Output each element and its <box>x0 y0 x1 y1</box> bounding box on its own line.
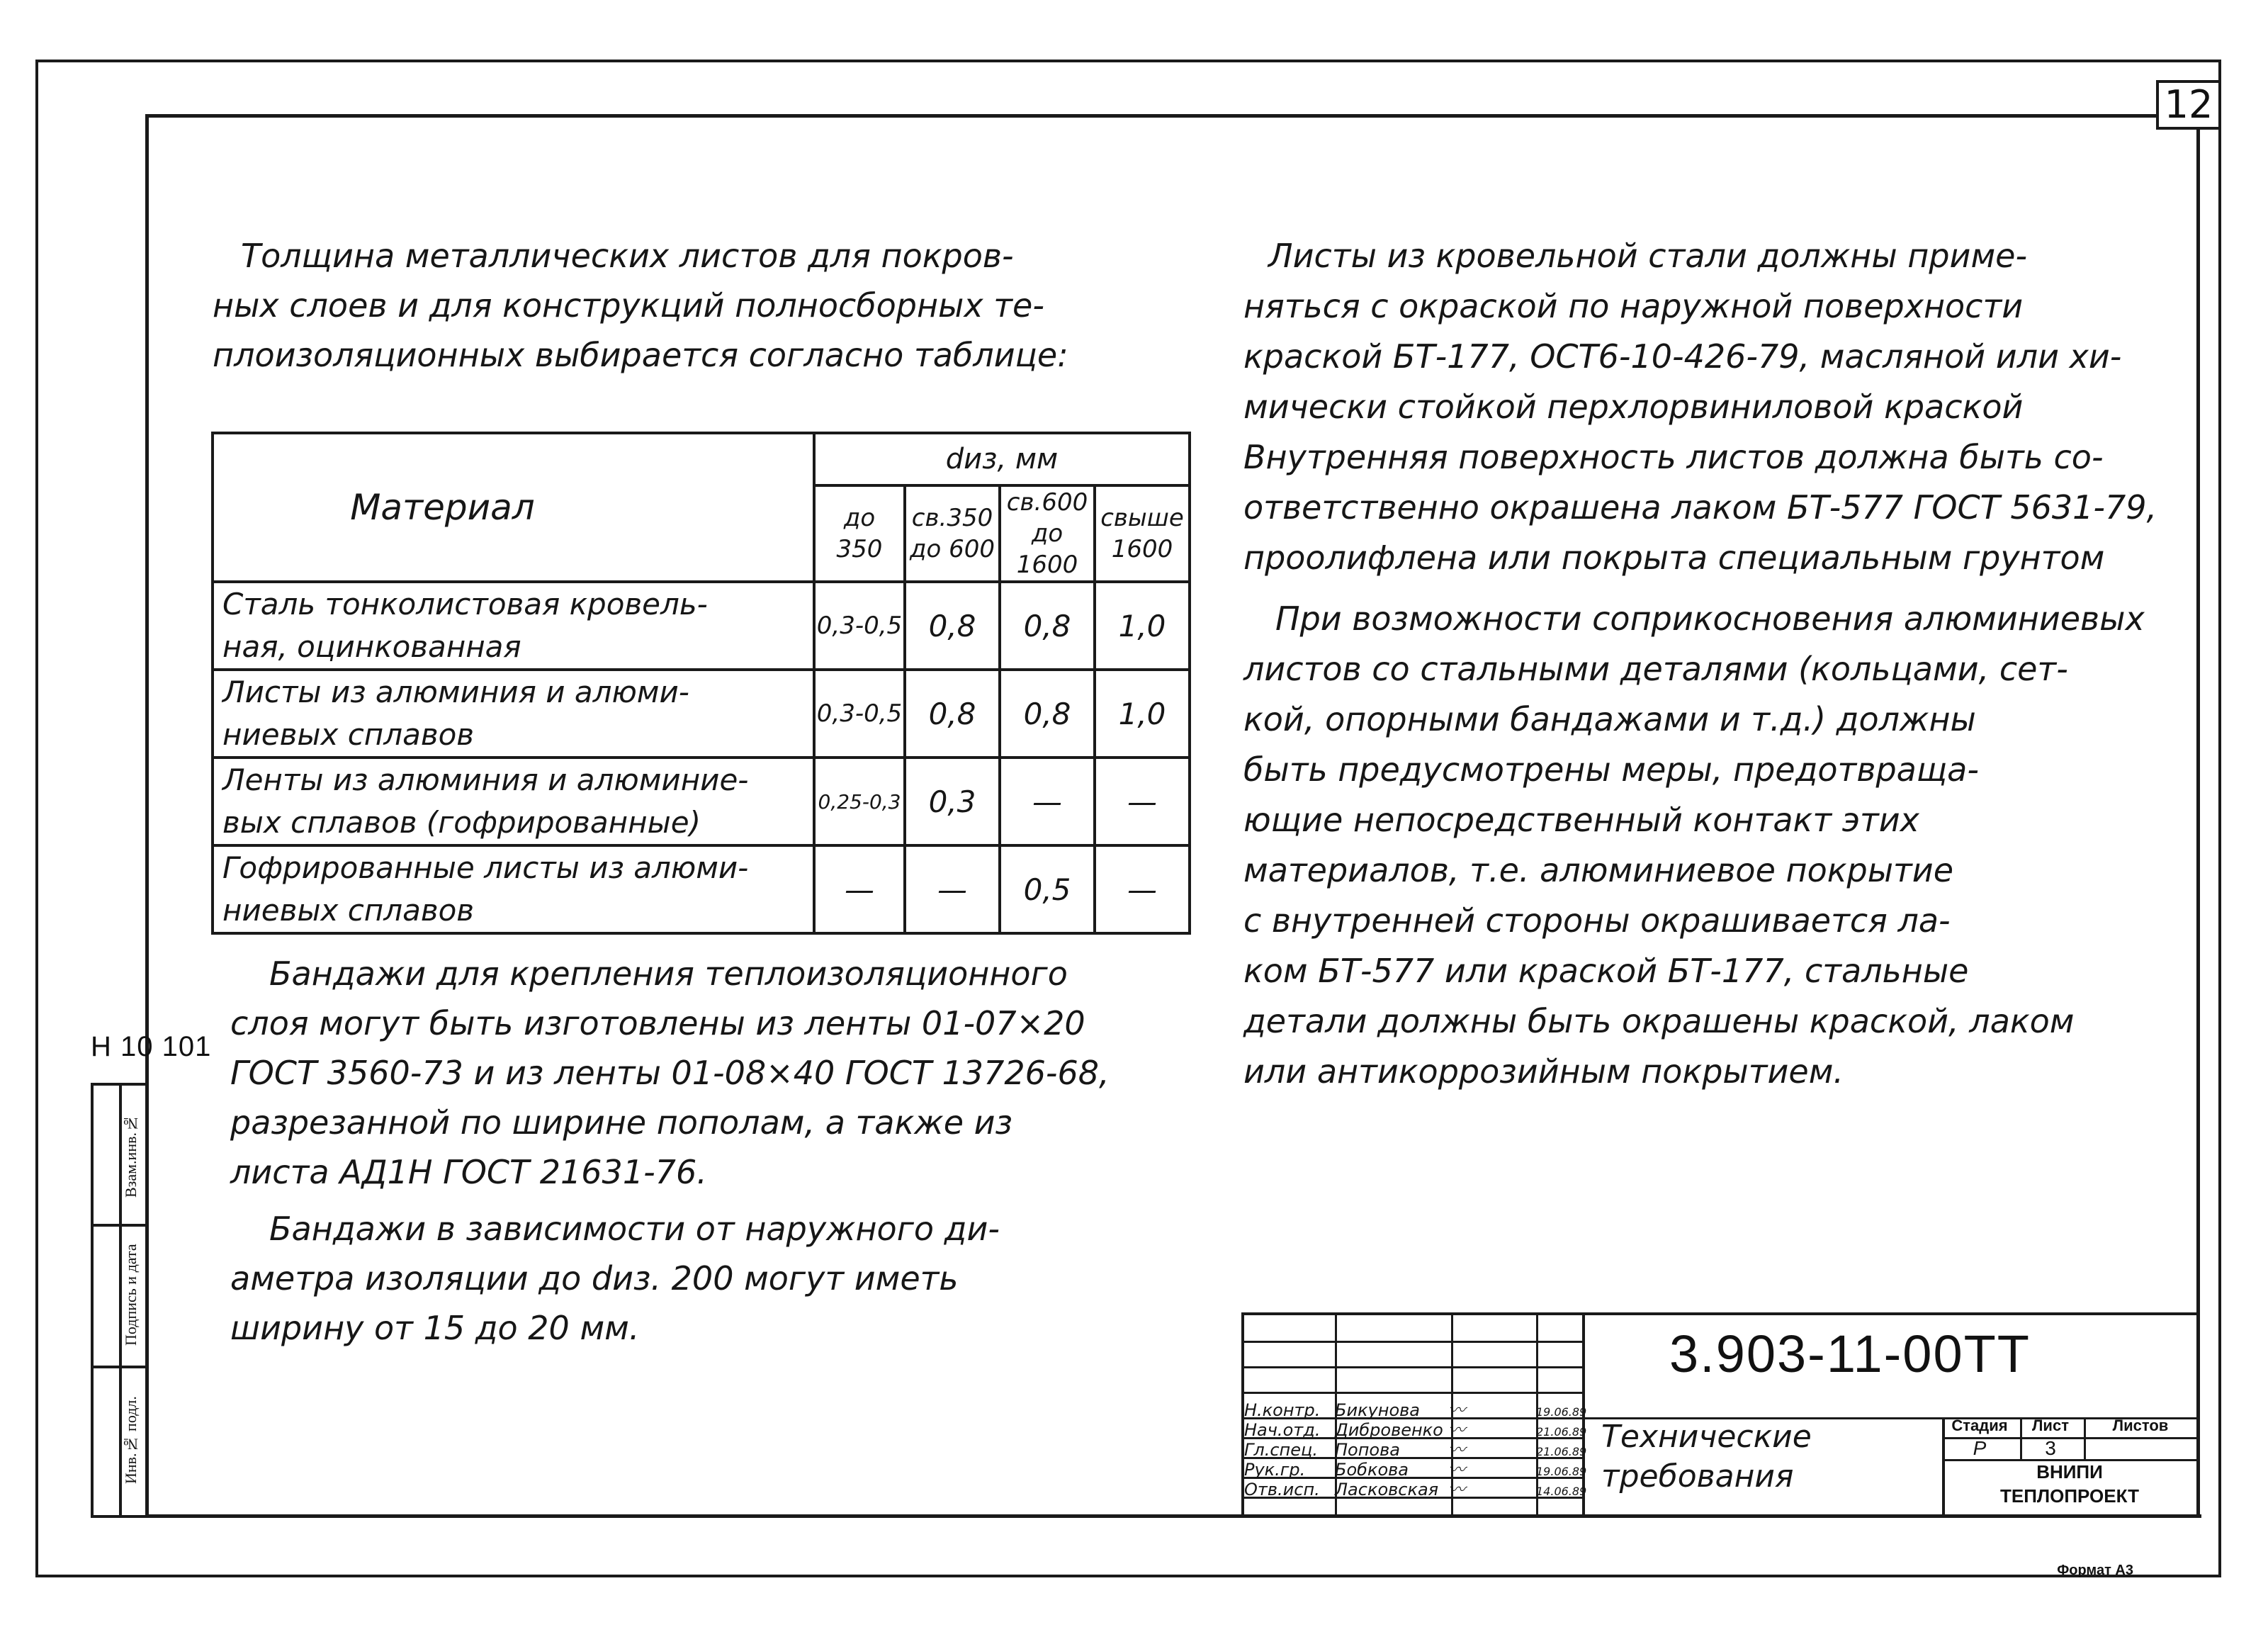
signature-date: 14.06.89 <box>1536 1485 1587 1498</box>
table-cell: 0,5 <box>1000 845 1095 933</box>
table-row <box>213 845 1190 933</box>
coating-line: ответственно окрашена лаком БТ-577 ГОСТ 5631-79, <box>1243 488 2157 527</box>
signature-row: Отв.исп. Ласковская 〰 14.06.89 <box>1244 1480 1587 1499</box>
inv-label: Инв.№ подл. <box>122 1396 140 1484</box>
table-row <box>213 582 1190 670</box>
material-name-line: Листы из алюминия и алюми- <box>222 675 689 709</box>
table-cell: 0,3-0,5 <box>814 670 905 758</box>
signature-date: 21.06.89 <box>1536 1425 1587 1439</box>
material-name-line: Ленты из алюминия и алюминие- <box>222 762 749 797</box>
sheets-label: Листов <box>2112 1417 2169 1434</box>
col-header-top: св.350 <box>911 504 993 532</box>
signature-name: Попова <box>1335 1440 1400 1460</box>
contact-line: ющие непосредственный контакт этих <box>1243 801 1919 839</box>
signature-role: Гл.спец. <box>1244 1440 1318 1460</box>
contact-line: При возможности соприкосновения алюминиевых <box>1275 600 2145 638</box>
organization-line: ВНИПИ <box>2036 1461 2103 1482</box>
table-cell: 1,0 <box>1095 670 1190 758</box>
bands-line: ширину от 15 до 20 мм. <box>230 1309 640 1347</box>
bands-line: разрезанной по ширине пополам, а также из <box>230 1103 1012 1142</box>
sheet-label: Лист <box>2032 1417 2069 1434</box>
col-header <box>1000 485 1095 582</box>
contact-line: с внутренней стороны окрашивается ла- <box>1243 901 1951 940</box>
archive-code: Н 10 101 <box>91 1031 212 1062</box>
signature-row: Рук.гр. Бобкова 〰 19.06.89 <box>1244 1460 1587 1480</box>
bands-paragraph-1 <box>230 949 1110 1197</box>
material-name <box>213 845 814 933</box>
col-header-bottom: 350 <box>836 535 883 563</box>
table-cell: 0,8 <box>905 670 1000 758</box>
col-header <box>814 485 905 582</box>
signature-role: Нач.отд. <box>1244 1420 1321 1440</box>
signature-role: Отв.исп. <box>1244 1480 1320 1499</box>
table-cell: — <box>1000 758 1095 845</box>
document-title-line: требования <box>1601 1458 1794 1495</box>
signature-name: Бикунова <box>1335 1400 1420 1420</box>
col-header-bottom: до 600 <box>909 535 995 563</box>
signature-role: Н.контр. <box>1244 1400 1321 1420</box>
col-header <box>905 485 1000 582</box>
col-header-top: до <box>843 504 876 532</box>
col-header <box>1095 485 1190 582</box>
contact-line: ком БТ-577 или краской БТ-177, стальные <box>1243 952 1969 990</box>
material-name <box>213 670 814 758</box>
col-header-top: свыше <box>1100 504 1184 532</box>
bands-line: аметра изоляции до dиз. 200 могут иметь <box>230 1259 959 1298</box>
contact-paragraph <box>1243 594 2145 1097</box>
format-label: Формат А3 <box>2057 1563 2133 1578</box>
bands-paragraph-2 <box>230 1204 1000 1353</box>
organization-line: ТЕПЛОПРОЕКТ <box>1999 1485 2140 1507</box>
contact-line: листов со стальными деталями (кольцами, сет- <box>1243 650 2068 688</box>
material-name-line: вых сплавов (гофрированные) <box>222 805 701 840</box>
signature-row: Н.контр. Бикунова 〰 19.06.89 <box>1244 1400 1587 1420</box>
col-header-bottom: до 1600 <box>1016 519 1078 579</box>
table-cell: 0,8 <box>905 582 1000 670</box>
material-name <box>213 582 814 670</box>
intro-line: плоизоляционных выбирается согласно таблице: <box>213 336 1068 374</box>
material-table <box>211 432 1191 935</box>
material-name-line: Сталь тонколистовая кровель- <box>222 587 708 621</box>
material-header-cell <box>213 433 814 582</box>
material-name-line: ная, оцинкованная <box>222 629 521 664</box>
organization <box>1942 1460 2197 1508</box>
contact-line: материалов, т.е. алюминиевое покрытие <box>1243 851 1954 889</box>
contact-line: кой, опорными бандажами и т.д.) должны <box>1243 700 1976 738</box>
table-cell: — <box>1095 758 1190 845</box>
stage-value: Р <box>1973 1437 1987 1459</box>
coating-paragraph <box>1243 231 2157 583</box>
signature-name: Бобкова <box>1335 1460 1409 1480</box>
sign-date-label: Подпись и дата <box>122 1244 140 1346</box>
table-cell: — <box>814 845 905 933</box>
sheet-value: 3 <box>2045 1437 2056 1459</box>
diameter-header: dиз, мм <box>814 433 1190 485</box>
signature-row: Нач.отд. Дибровенко 〰 21.06.89 <box>1244 1420 1587 1440</box>
coating-line: Листы из кровельной стали должны приме- <box>1268 237 2028 275</box>
document-code: 3.903-11-00ТТ <box>1669 1324 2031 1383</box>
coating-line: мически стойкой перхлорвиниловой краской <box>1243 388 2024 426</box>
side-stamp <box>91 1083 145 1518</box>
table-cell: 0,3-0,5 <box>814 582 905 670</box>
coating-line: Внутренняя поверхность листов должна быть со- <box>1243 438 2104 476</box>
bands-line: Бандажи для крепления теплоизоляционного <box>269 955 1068 993</box>
signature-role: Рук.гр. <box>1244 1460 1306 1480</box>
signature-date: 21.06.89 <box>1536 1445 1587 1458</box>
table-cell: — <box>1095 845 1190 933</box>
contact-line: детали должны быть окрашены краской, лаком <box>1243 1002 2075 1040</box>
material-name-line: ниевых сплавов <box>222 893 475 928</box>
table-cell: — <box>905 845 1000 933</box>
col-header-bottom: 1600 <box>1111 535 1173 563</box>
material-name-line: Гофрированные листы из алюми- <box>222 850 749 885</box>
table-cell: 0,3 <box>905 758 1000 845</box>
signature-date: 19.06.89 <box>1536 1465 1587 1478</box>
material-name <box>213 758 814 845</box>
bands-line: листа АД1Н ГОСТ 21631-76. <box>230 1153 707 1191</box>
signature-row: Гл.спец. Попова 〰 21.06.89 <box>1244 1440 1587 1460</box>
table-cell: 0,8 <box>1000 582 1095 670</box>
bands-line: ГОСТ 3560-73 и из ленты 01-08×40 ГОСТ 13726-68, <box>230 1054 1110 1092</box>
contact-line: быть предусмотрены меры, предотвраща- <box>1243 750 1979 789</box>
table-cell: 1,0 <box>1095 582 1190 670</box>
material-header: Материал <box>350 487 535 528</box>
bands-line: Бандажи в зависимости от наружного ди- <box>269 1210 1000 1248</box>
intro-line: Толщина металлических листов для покров- <box>241 237 1014 275</box>
intro-paragraph <box>213 231 1068 380</box>
intro-line: ных слоев и для конструкций полносборных те- <box>213 286 1044 325</box>
document-title <box>1601 1417 1812 1497</box>
coating-line: краской БТ-177, ОСТ6-10-426-79, масляной или хи- <box>1243 337 2122 376</box>
vzam-label: Взам.инв.№ <box>122 1115 140 1198</box>
bands-line: слоя могут быть изготовлены из ленты 01-07×20 <box>230 1004 1085 1042</box>
table-row <box>213 758 1190 845</box>
coating-line: няться с окраской по наружной поверхности <box>1243 287 2024 325</box>
stage-label: Стадия <box>1951 1417 2008 1434</box>
table-cell: 0,25-0,3 <box>814 758 905 845</box>
coating-line: проолифлена или покрыта специальным грунтом <box>1243 539 2105 577</box>
material-name-line: ниевых сплавов <box>222 717 475 752</box>
contact-line: или антикоррозийным покрытием. <box>1243 1052 1844 1091</box>
signature-date: 19.06.89 <box>1536 1405 1587 1419</box>
signature-name: Ласковская <box>1335 1480 1439 1499</box>
table-row <box>213 670 1190 758</box>
table-cell: 0,8 <box>1000 670 1095 758</box>
sheet-corner-number: 12 <box>2156 80 2221 130</box>
col-header-top: св.600 <box>1006 488 1088 517</box>
signature-name: Дибровенко <box>1335 1420 1443 1440</box>
frame-right-edge <box>2196 114 2200 1518</box>
document-title-line: Технические <box>1601 1419 1812 1455</box>
